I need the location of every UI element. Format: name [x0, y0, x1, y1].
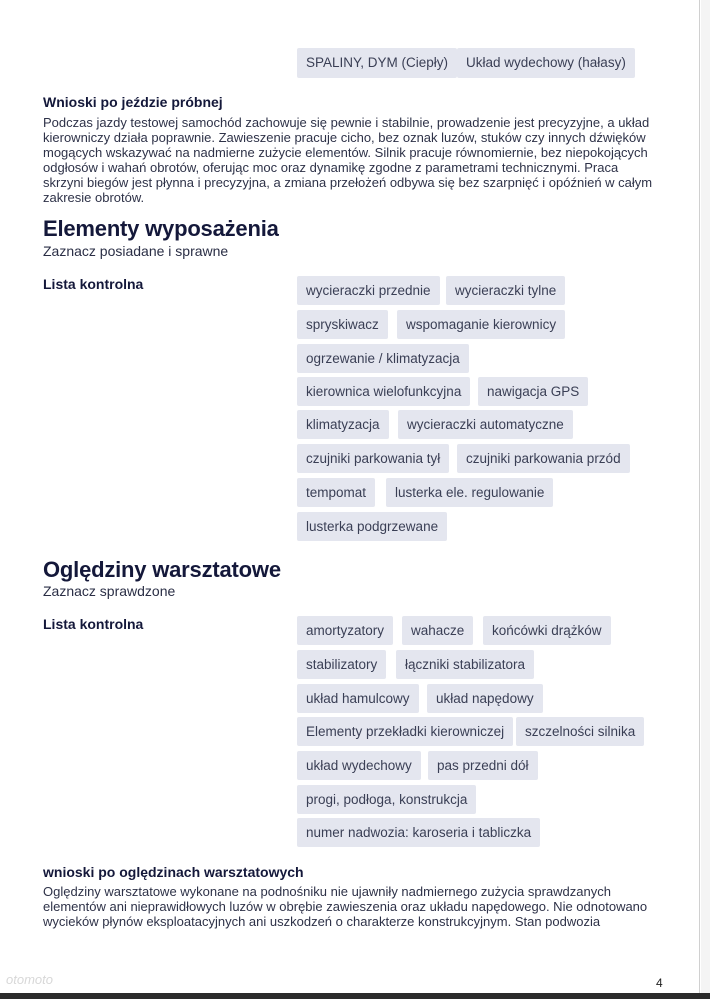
workshop-chip: końcówki drążków	[483, 616, 611, 645]
equipment-chip: lusterka podgrzewane	[297, 512, 447, 541]
page-number: 4	[656, 976, 663, 990]
equipment-chip: czujniki parkowania tył	[297, 444, 449, 473]
page-edge	[701, 0, 710, 993]
equipment-subtitle: Zaznacz posiadane i sprawne	[43, 243, 229, 259]
paragraph-line: kierowniczy działa poprawnie. Zawieszenie pracuje cicho, bez oznak luzów, stuków czy innych dźwięków	[43, 130, 646, 145]
page-bottom-border	[0, 993, 710, 999]
equipment-chip: ogrzewanie / klimatyzacja	[297, 344, 469, 373]
workshop-chip: Elementy przekładki kierowniczej	[297, 717, 513, 746]
equipment-chip: spryskiwacz	[297, 310, 388, 339]
workshop-chip: numer nadwozia: karoseria i tabliczka	[297, 818, 540, 847]
workshop-chip: układ napędowy	[427, 684, 543, 713]
equipment-chip: wycieraczki przednie	[297, 276, 440, 305]
workshop-title: Oględziny warsztatowe	[43, 557, 281, 582]
paragraph-line: skrzyni biegów jest płynna i precyzyjna, a zmiana przełożeń odbywa się bez szarpnięć i opóźnień w całym	[43, 175, 653, 190]
workshop-list-label: Lista kontrolna	[43, 616, 144, 632]
workshop-chip: łączniki stabilizatora	[396, 650, 534, 679]
equipment-chip: klimatyzacja	[297, 410, 389, 439]
equipment-chip: tempomat	[297, 478, 375, 507]
paragraph-line: elementów ani nieprawidłowych luzów w obrębie zawieszenia oraz układu napędowego. Nie odnotowano	[43, 899, 648, 914]
workshop-chip: szczelności silnika	[516, 717, 644, 746]
paragraph-line: mogących wskazywać na nadmierne zużycie elementów. Silnik pracuje równomiernie, bez niepokojących	[43, 145, 648, 160]
test-drive-heading: Wnioski po jeździe próbnej	[43, 94, 223, 110]
workshop-chip: pas przedni dół	[428, 751, 538, 780]
tag-chip: Układ wydechowy (hałasy)	[457, 48, 635, 78]
paragraph-line: Podczas jazdy testowej samochód zachowuje się pewnie i stabilnie, prowadzenie jest precyzyjne, a układ	[43, 115, 650, 130]
workshop-conclusions-paragraph	[43, 884, 663, 929]
equipment-chip: nawigacja GPS	[478, 377, 588, 406]
test-drive-paragraph	[43, 115, 663, 205]
workshop-chip: układ hamulcowy	[297, 684, 419, 713]
workshop-conclusions-heading: wnioski po oględzinach warsztatowych	[43, 864, 304, 880]
paragraph-line: wycieków płynów eksploatacyjnych ani uszkodzeń o charakterze konstrukcyjnym. Stan podwozia	[43, 914, 601, 929]
tag-chip: SPALINY, DYM (Ciepły)	[297, 48, 457, 78]
paragraph-line: zakresie obrotów.	[43, 190, 145, 205]
watermark-logo: otomoto	[6, 972, 53, 987]
equipment-chip: wspomaganie kierownicy	[397, 310, 565, 339]
workshop-chip: wahacze	[402, 616, 473, 645]
equipment-title: Elementy wyposażenia	[43, 216, 279, 241]
equipment-chip: wycieraczki tylne	[446, 276, 565, 305]
workshop-subtitle: Zaznacz sprawdzone	[43, 583, 176, 599]
equipment-list-label: Lista kontrolna	[43, 276, 144, 292]
equipment-chip: wycieraczki automatyczne	[398, 410, 573, 439]
paragraph-line: Oględziny warsztatowe wykonane na podnośniku nie ujawniły nadmiernego zużycia sprawdzanych	[43, 884, 611, 899]
equipment-chip: lusterka ele. regulowanie	[386, 478, 553, 507]
workshop-chip: progi, podłoga, konstrukcja	[297, 785, 476, 814]
workshop-chip: układ wydechowy	[297, 751, 421, 780]
workshop-chip: stabilizatory	[297, 650, 386, 679]
equipment-chip: kierownica wielofunkcyjna	[297, 377, 470, 406]
paragraph-line: odgłosów i wahań obrotów, oferując moc oraz dynamikę zgodne z parametrami technicznymi. Praca	[43, 160, 619, 175]
equipment-chip: czujniki parkowania przód	[457, 444, 630, 473]
workshop-chip: amortyzatory	[297, 616, 393, 645]
